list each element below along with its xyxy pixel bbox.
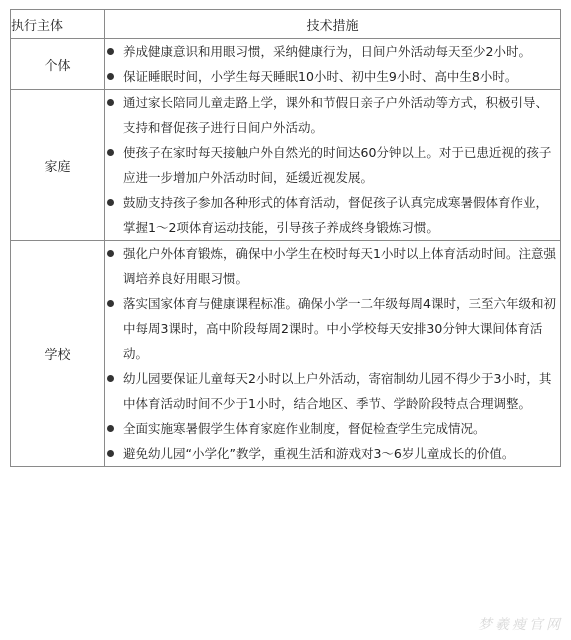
row-subject: 个体 — [11, 39, 105, 90]
bullet-icon — [107, 425, 114, 432]
measure-text: 避免幼儿园“小学化”教学，重视生活和游戏对3～6岁儿童成长的价值。 — [123, 446, 515, 461]
table-row-school — [11, 241, 561, 467]
header-subject: 执行主体 — [11, 10, 105, 39]
row-subject: 学校 — [11, 241, 105, 467]
measure-list — [105, 90, 560, 240]
measure-text: 使孩子在家时每天接触户外自然光的时间达60分钟以上。对于已患近视的孩子应进一步增加户外活动时间，延缓近视发展。 — [123, 145, 552, 185]
list-item — [105, 416, 560, 441]
table-row-individual — [11, 39, 561, 90]
bullet-icon — [107, 450, 114, 457]
row-measures — [105, 241, 561, 467]
measure-text: 鼓励支持孩子参加各种形式的体育活动，督促孩子认真完成寒暑假体育作业，掌握1～2项体育运动技能，引导孩子养成终身锻炼习惯。 — [123, 195, 549, 235]
row-subject: 家庭 — [11, 90, 105, 241]
measure-text: 保证睡眠时间，小学生每天睡眠10小时、初中生9小时、高中生8小时。 — [123, 69, 518, 84]
list-item — [105, 90, 560, 140]
measure-text: 强化户外体育锻炼，确保中小学生在校时每天1小时以上体育活动时间。注意强调培养良好用眼习惯。 — [123, 246, 556, 286]
measure-text: 全面实施寒暑假学生体育家庭作业制度，督促检查学生完成情况。 — [123, 421, 486, 436]
row-measures — [105, 39, 561, 90]
list-item — [105, 241, 560, 291]
site-watermark: 梦羲瘦官网 — [478, 617, 563, 633]
list-item — [105, 39, 560, 64]
bullet-icon — [107, 199, 114, 206]
bullet-icon — [107, 73, 114, 80]
measures-table — [10, 9, 561, 467]
measure-text: 落实国家体育与健康课程标准。确保小学一二年级每周4课时，三至六年级和初中每周3课时，高中阶段每周2课时。中小学校每天安排30分钟大课间体育活动。 — [123, 296, 556, 361]
list-item — [105, 64, 560, 89]
row-measures — [105, 90, 561, 241]
measure-text: 通过家长陪同儿童走路上学，课外和节假日亲子户外活动等方式，积极引导、支持和督促孩子进行日间户外活动。 — [123, 95, 549, 135]
bullet-icon — [107, 48, 114, 55]
bullet-icon — [107, 250, 114, 257]
table-body — [11, 39, 561, 467]
measure-text: 养成健康意识和用眼习惯，采纳健康行为，日间户外活动每天至少2小时。 — [123, 44, 531, 59]
header-row — [11, 10, 561, 39]
list-item — [105, 366, 560, 416]
list-item — [105, 140, 560, 190]
bullet-icon — [107, 149, 114, 156]
measure-list — [105, 241, 560, 466]
table-row-family — [11, 90, 561, 241]
list-item — [105, 291, 560, 366]
list-item — [105, 441, 560, 466]
bullet-icon — [107, 300, 114, 307]
bullet-icon — [107, 99, 114, 106]
bullet-icon — [107, 375, 114, 382]
list-item — [105, 190, 560, 240]
measure-list — [105, 39, 560, 89]
measure-text: 幼儿园要保证儿童每天2小时以上户外活动，寄宿制幼儿园不得少于3小时，其中体育活动时间不少于1小时，结合地区、季节、学龄阶段特点合理调整。 — [123, 371, 552, 411]
header-measures: 技术措施 — [105, 10, 561, 39]
